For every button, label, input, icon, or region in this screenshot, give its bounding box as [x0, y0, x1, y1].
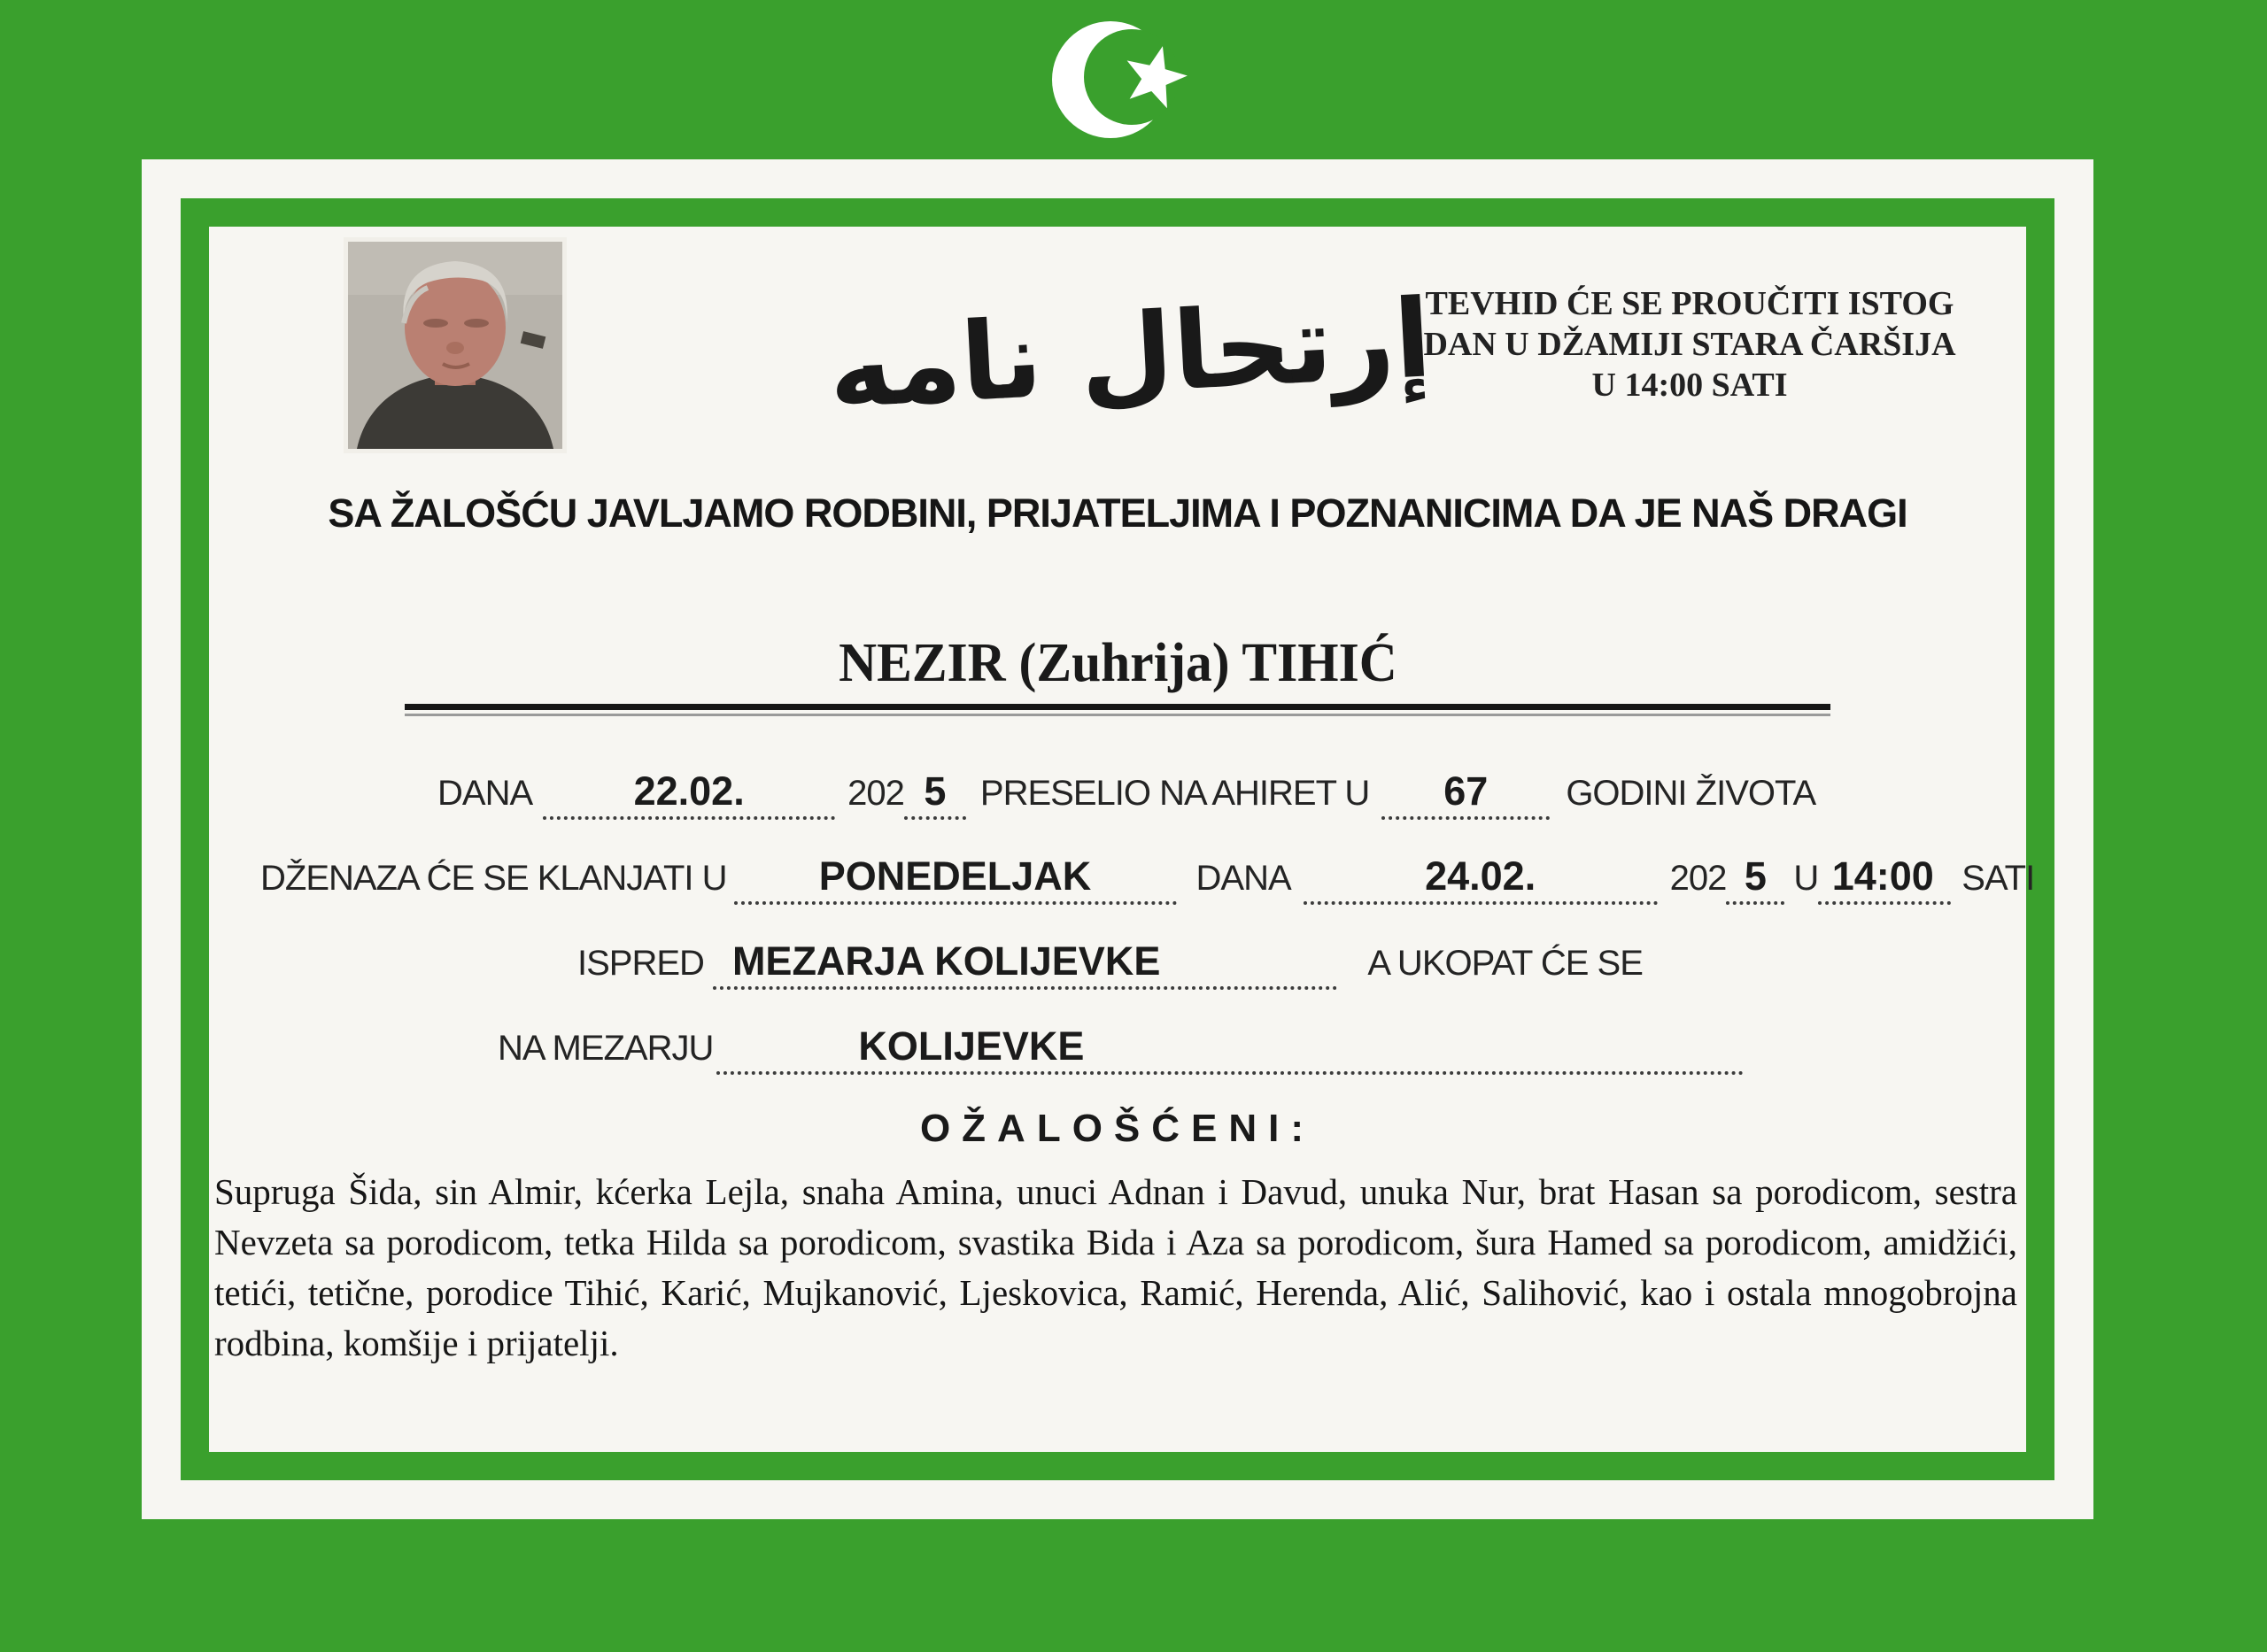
label-u: U [1793, 859, 1819, 898]
tevhid-announcement [1362, 283, 2017, 405]
label-preselio: PRESELIO NA AHIRET U [979, 774, 1370, 813]
arabic-calligraphy-title: إرتحال نامه [825, 275, 1435, 433]
year-prefix-2: 202 [1669, 859, 1727, 898]
tevhid-line-3: U 14:00 SATI [1591, 367, 1788, 404]
label-na-mezarju: NA MEZARJU [498, 1029, 714, 1068]
tevhid-line-1: TEVHID ĆE SE PROUČITI ISTOG [1425, 285, 1954, 322]
age-value: 67 [1381, 768, 1550, 820]
deceased-photo [344, 237, 567, 453]
mourners-paragraph: Supruga Šida, sin Almir, kćerka Lejla, snaha Amina, unuci Adnan i Davud, unuka Nur, brat Hasan sa porodicom, sestra Nevzeta sa porodicom, tetka Hilda sa porodicom, svastika Bida i Aza sa porodicom, šura Hamed sa porodicom, amidžići, tetići, tetične, porodice Tihić, Karić, Mujkanović, Ljeskovica, Ramić, Herenda, Alić, Salihović, kao i ostala mnogobrojna rodbina, komšije i prijatelji. [214, 1171, 2017, 1363]
notice-card-inner-border [181, 198, 2054, 1480]
year-prefix: 202 [847, 774, 904, 813]
deceased-name: NEZIR (Zuhrija) TIHIĆ [838, 633, 1397, 693]
name-underline-light [405, 714, 1830, 716]
label-godini-zivota: GODINI ŽIVOTA [1566, 774, 1816, 813]
label-ispred: ISPRED [577, 944, 704, 983]
announcement-headline: SA ŽALOŠĆU JAVLJAMO RODBINI, PRIJATELJIMA I POZNANICIMA DA JE NAŠ DRAGI [328, 490, 1907, 536]
year-suffix-value: 5 [904, 768, 966, 820]
label-sati: SATI [1961, 859, 2035, 898]
funeral-date-value: 24.02. [1304, 853, 1658, 905]
label-dzenaza: DŽENAZA ĆE SE KLANJATI U [260, 859, 727, 898]
year-suffix-value-2: 5 [1726, 853, 1784, 905]
cemetery-value: KOLIJEVKE [716, 1023, 1744, 1075]
cemetery-line [498, 1023, 1744, 1075]
location-value: MEZARJA KOLIJEVKE [713, 938, 1337, 990]
tevhid-line-2: DAN U DŽAMIJI STARA ČARŠIJA [1423, 326, 1956, 363]
crescent-star-icon [1025, 2, 1211, 159]
name-underline-heavy [405, 704, 1830, 710]
deceased-name-block [209, 632, 2026, 716]
death-date-line [437, 768, 1815, 820]
deceased-portrait-illustration [348, 242, 562, 449]
death-date-value: 22.02. [543, 768, 835, 820]
label-dana: DANA [437, 774, 533, 813]
location-line [577, 938, 1643, 990]
funeral-day-value: PONEDELJAK [734, 853, 1177, 905]
funeral-line [260, 853, 2034, 905]
label-ukopat: A UKOPAT ĆE SE [1367, 944, 1643, 983]
mourners-heading: OŽALOŠĆENI: [919, 1107, 1316, 1150]
notice-card [142, 159, 2093, 1519]
label-dana-2: DANA [1195, 859, 1291, 898]
funeral-time-value: 14:00 [1818, 853, 1951, 905]
